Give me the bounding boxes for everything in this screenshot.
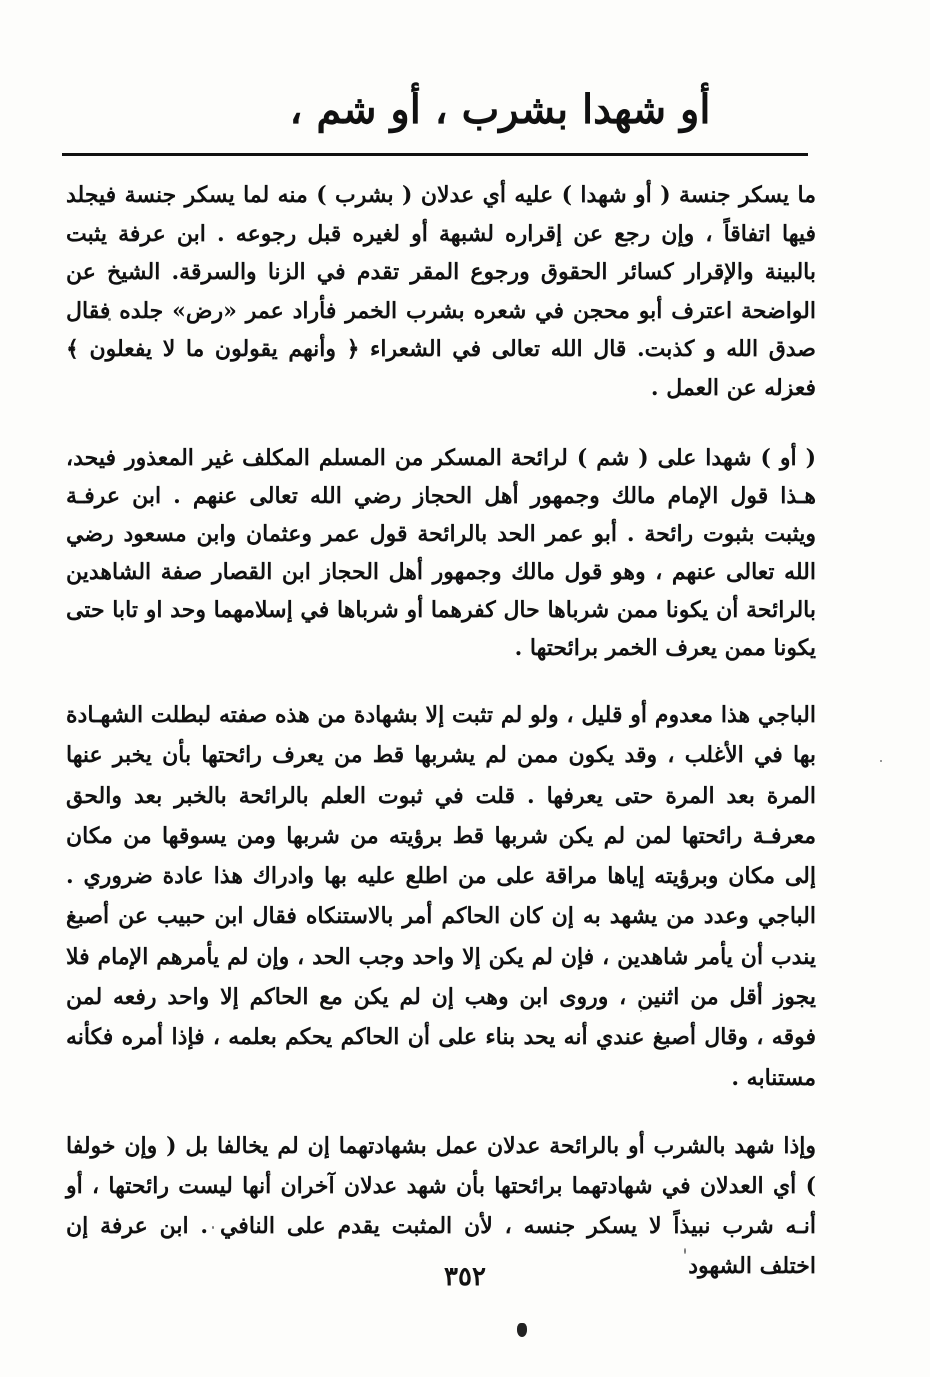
paragraph: ما يسكر جنسة ( أو شهدا ) عليه أي عدلان ( بشرب ) منه لما يسكر جنسة فيجلد فيها اتفاقاً ، وإن رجع عن إقراره لشبهة أو لغيره قبل رجوعه . ابن عرفة يثبت بالبينة والإقرار كسائر الحقوق ورجوع المقر تقدم في الزنا والسرقة. الشيخ عن الواضحة اعترف أبو محجن في شعره بشرب الخمر فأراد عمر «رض» جلده فقال صدق الله و كذبت. قال الله تعالى في الشعراء ﴿ وأنهم يقولون ما لا يفعلون ﴾ فعزله عن العمل . (66, 182, 816, 401)
page-number: ٣٥٢ (444, 1262, 486, 1292)
header-divider (62, 153, 808, 156)
page-header-title: أو شهدا بشرب ، أو شم ، (289, 86, 711, 133)
paragraph: ( أو ) شهدا على ( شم ) لرائحة المسكر من المسلم المكلف غير المعذور فيحد، هـذا قول الإمام مالك وجمهور أهل الحجاز رضي الله تعالى عنهم . ابن عرفـة ويثبت بثبوت رائحة . أبو عمر الحد بالرائحة قول عمر وعثمان وابن مسعود رضي الله تعالى عنهم ، وهو قول مالك وجمهور أهل الحجاز ابن القصار صفة الشاهدين بالرائحة أن يكونا ممن شرباها حال كفرهما أو شرباها في إسلامهما وحد او تابا حتى يكونا ممن يعرف الخمر برائحتها . (66, 445, 816, 661)
paragraph: الباجي هذا معدوم أو قليل ، ولو لم تثبت إلا بشهادة من هذه صفته لبطلت الشهـادة بها في الأغلب ، وقد يكون ممن لم يشربها قط من يعرف رائحتها بأن يخبر عنها المرة بعد المرة حتى يعرفها . قلت في ثبوت العلم بالرائحة بالخبر بعد والحق معرفـة رائحتها لمن لم يكن شربها قط برؤيته من شربها ومن يسوقها من مكان إلى مكان وبرؤيته إياها مراقة على من اطلع عليه بها وادراك هذا عادة ضروري . الباجي وعدد من يشهد به إن كان الحاكم أمر بالاستنكاه فقال ابن حبيب عن أصبغ يندب أن يأمر شاهدين ، فإن لم يكن إلا واحد وجب الحد ، وإن لم يأمرهم الإمام فلا يجوز أقل من اثنين ، وروى ابن وهب إن لم يكن مع الحاكم إلا واحد رفعه لمن فوقه ، وقال أصبغ عندي أنه يحد بناء على أن الحاكم يحكم بعلمه ، فإذا أمره فكأنه مستنابه . (66, 702, 817, 1091)
body-text (66, 176, 816, 1286)
scan-speck (880, 760, 882, 762)
paragraph: وإذا شهد بالشرب أو بالرائحة عدلان عمل بشهادتهما إن لم يخالفا بل ( وإن خولفا ) أي العدلان في شهادتهما برائحتها بأن شهد عدلان آخران أنها ليست رائحتها ، أو أنـه شرب نبيذاً لا يسكر جنسه ، لأن المثبت يقدم على النافي . ابن عرفة إن اختلف الشهود (66, 1132, 816, 1279)
ink-mark (517, 1323, 527, 1337)
